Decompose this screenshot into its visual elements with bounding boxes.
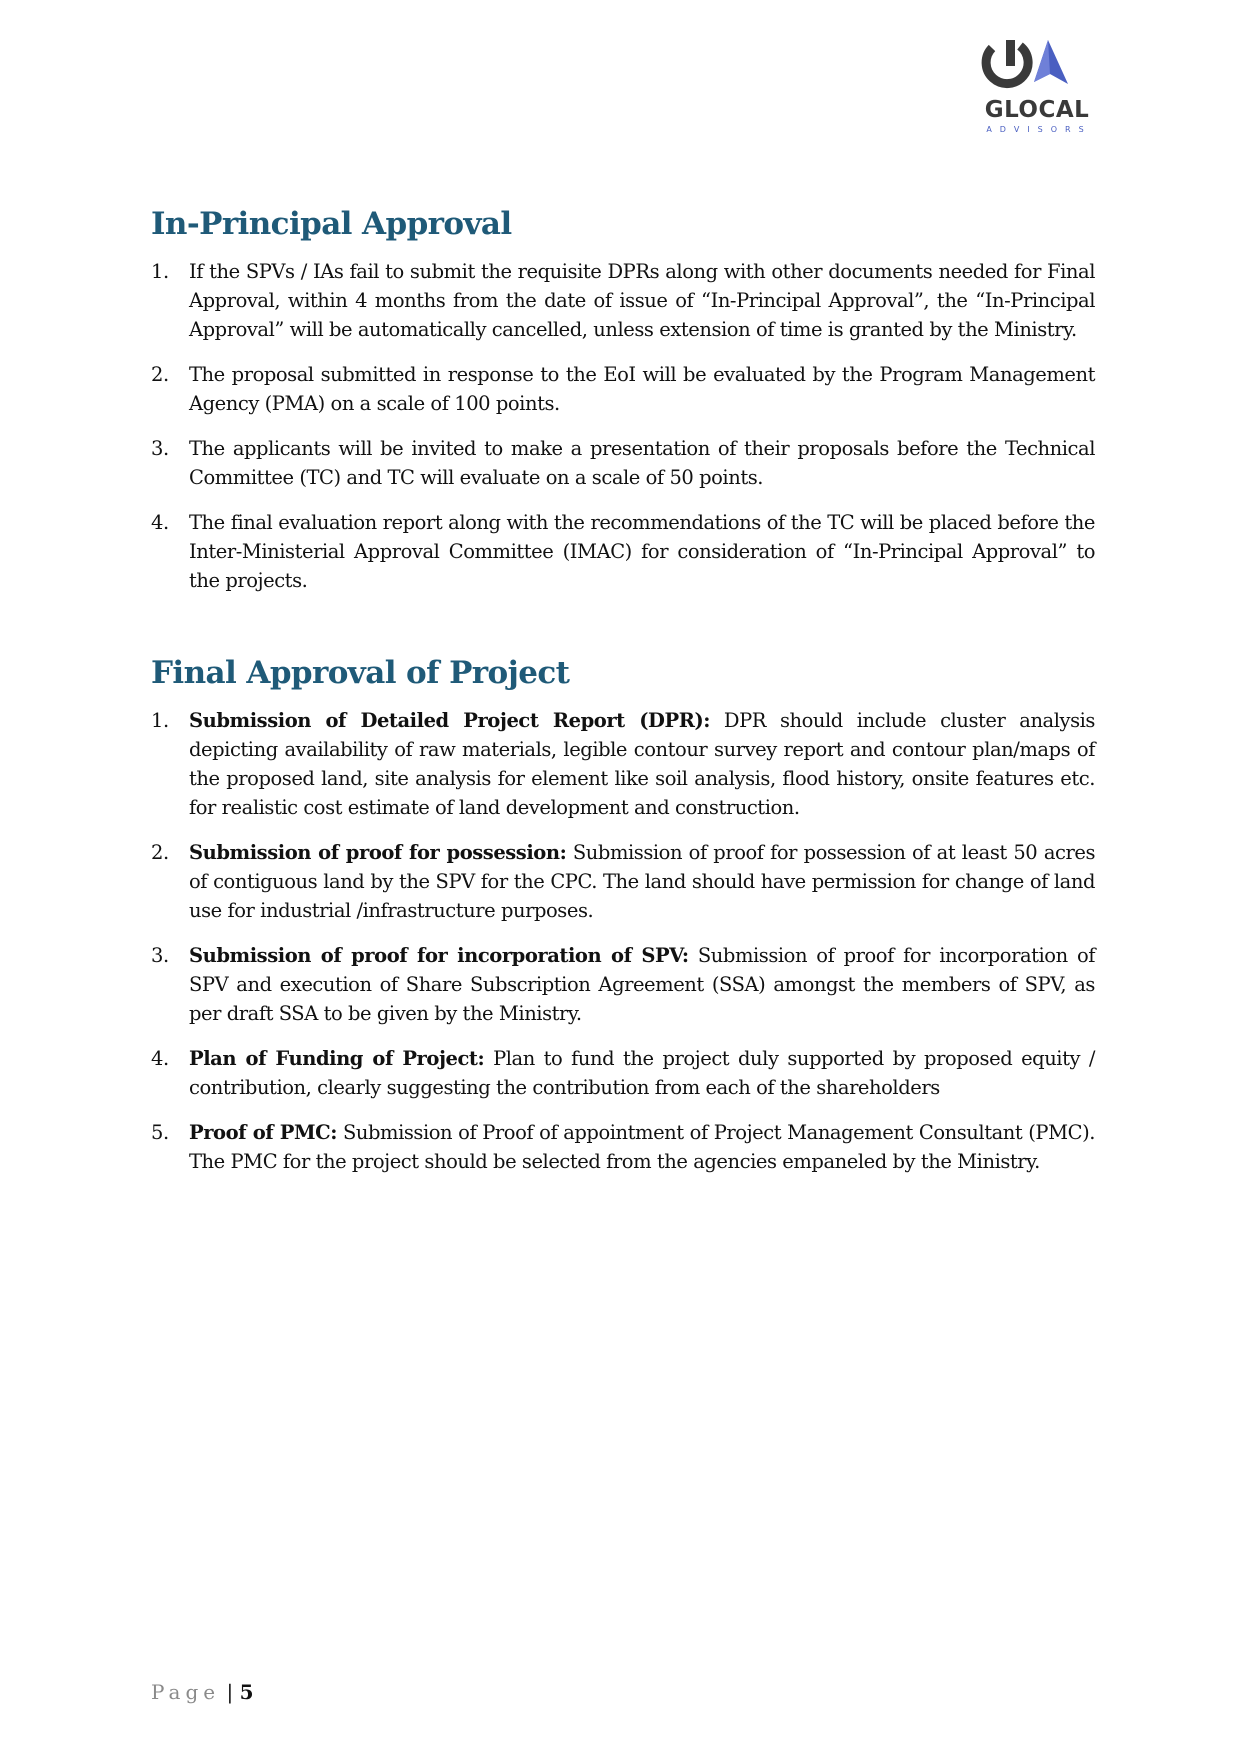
list-lead: Submission of Detailed Project Report (DPR): — [189, 709, 710, 733]
list-text: Submission of proof for possession of at least 50 acres of contiguous land by the SPV for the CPC. The land should have permission for change of land use for industrial /infrastructure purposes. — [189, 841, 1096, 923]
final-approval-list — [151, 706, 1095, 1176]
list-number: 2. — [151, 363, 169, 387]
list-number: 3. — [151, 944, 169, 968]
list-text: If the SPVs / IAs fail to submit the requisite DPRs along with other documents needed for Final Approval, within 4 months from the date of issue of “In-Principal Approval”, the “In-Principal Approval” will be automatically cancelled, unless extension of time is granted by the Ministry. — [189, 260, 1095, 342]
list-lead: Submission of proof for incorporation of SPV: — [189, 944, 689, 968]
logo-mark-icon — [980, 36, 1100, 98]
page-label: Page — [151, 1680, 221, 1704]
list-text: The proposal submitted in response to the EoI will be evaluated by the Program Management Agency (PMA) on a scale of 100 points. — [189, 363, 1095, 416]
list-item — [151, 360, 1095, 418]
list-number: 3. — [151, 437, 169, 461]
list-number: 1. — [151, 260, 169, 284]
list-text: Plan to fund the project duly supported by proposed equity / contribution, clearly suggesting the contribution from each of the shareholders — [189, 1047, 1095, 1100]
page-number: 5 — [239, 1680, 254, 1704]
list-item — [151, 434, 1095, 492]
list-item — [151, 1118, 1095, 1176]
list-item — [151, 941, 1095, 1028]
logo-wordmark: GLOCAL — [984, 97, 1090, 123]
list-number: 2. — [151, 841, 169, 865]
list-text: Submission of proof for incorporation of SPV and execution of Share Subscription Agreement (SSA) amongst the members of SPV, as per draft SSA to be given by the Ministry. — [189, 944, 1096, 1026]
list-lead: Plan of Funding of Project: — [189, 1047, 485, 1071]
list-number: 4. — [151, 1047, 169, 1071]
company-logo — [980, 36, 1100, 136]
list-lead: Submission of proof for possession: — [189, 841, 567, 865]
list-lead: Proof of PMC: — [189, 1121, 337, 1145]
section-heading-final-approval: Final Approval of Project — [151, 655, 570, 692]
list-text: The final evaluation report along with the recommendations of the TC will be placed before the Inter-Ministerial Approval Committee (IMAC) for consideration of “In-Principal Approval” to the projects. — [189, 511, 1095, 593]
document-body — [151, 206, 1095, 1192]
list-number: 1. — [151, 709, 169, 733]
list-item — [151, 706, 1095, 822]
in-principal-list — [151, 257, 1095, 595]
list-item — [151, 838, 1095, 925]
list-text: Submission of Proof of appointment of Project Management Consultant (PMC). The PMC for the project should be selected from the agencies empaneled by the Ministry. — [189, 1121, 1095, 1174]
list-item — [151, 1044, 1095, 1102]
list-item — [151, 508, 1095, 595]
page-footer — [151, 1680, 254, 1704]
list-number: 5. — [151, 1121, 169, 1145]
page-separator: | — [220, 1680, 240, 1704]
section-heading-in-principal: In-Principal Approval — [151, 206, 512, 242]
list-text: DPR should include cluster analysis depicting availability of raw materials, legible contour survey report and contour plan/maps of the proposed land, site analysis for element like soil analysis, flood history, onsite features etc. for realistic cost estimate of land development and construction. — [189, 709, 1095, 820]
logo-subtitle: ADVISORS — [986, 125, 1092, 134]
list-number: 4. — [151, 511, 169, 535]
list-text: The applicants will be invited to make a presentation of their proposals before the Technical Committee (TC) and TC will evaluate on a scale of 50 points. — [189, 437, 1095, 490]
list-item — [151, 257, 1095, 344]
